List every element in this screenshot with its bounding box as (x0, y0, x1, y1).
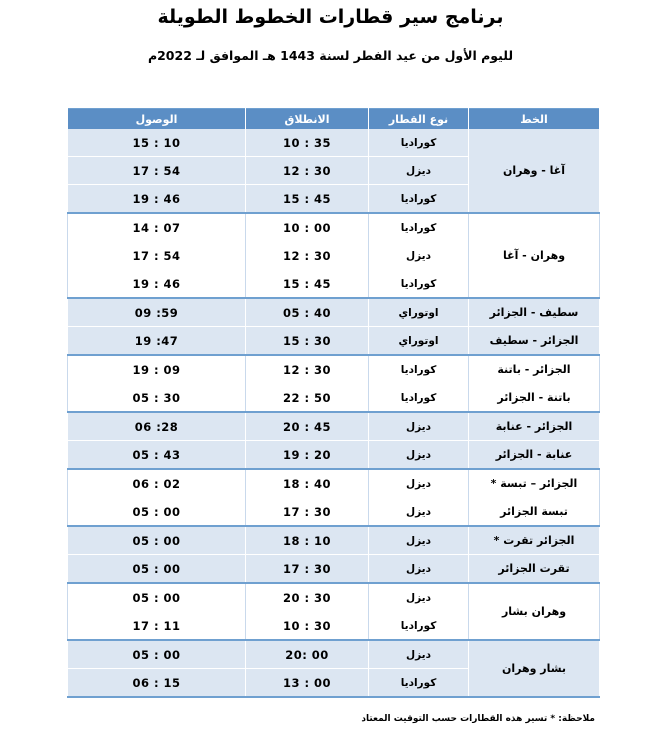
table-row (68, 355, 600, 384)
header-departure: الانطلاق (246, 109, 369, 130)
departure-cell: 18 : 40 (246, 469, 369, 498)
page-subtitle: لليوم الأول من عيد الفطر لسنة 1443 هـ الموافق لـ 2022م (147, 48, 514, 63)
arrival-cell: 06 : 15 (68, 669, 246, 698)
arrival-cell: 17 : 11 (68, 612, 246, 641)
table-row (68, 213, 600, 242)
table-row (68, 583, 600, 612)
train-type-cell: ديزل (369, 157, 469, 185)
arrival-cell: 05 : 43 (68, 441, 246, 470)
departure-cell: 15 : 45 (246, 185, 369, 214)
departure-cell: 12 : 30 (246, 242, 369, 270)
train-type-cell: كوراديا (369, 213, 469, 242)
train-type-cell: كوراديا (369, 669, 469, 698)
table-row (68, 640, 600, 669)
departure-cell: 10 : 30 (246, 612, 369, 641)
route-group (68, 355, 600, 412)
line-cell: بشار وهران (469, 640, 600, 697)
departure-cell: 13 : 00 (246, 669, 369, 698)
departure-cell: 20 : 45 (246, 412, 369, 441)
departure-cell: 18 : 10 (246, 526, 369, 555)
header-train-type: نوع القطار (369, 109, 469, 130)
arrival-cell: 15 : 10 (68, 129, 246, 157)
table-row (68, 412, 600, 441)
line-cell: الجزائر – تبسة * (469, 469, 600, 498)
train-type-cell: ديزل (369, 469, 469, 498)
arrival-cell: 09 :59 (68, 298, 246, 327)
line-cell: باتنة - الجزائر (469, 384, 600, 413)
departure-cell: 17 : 30 (246, 498, 369, 527)
line-cell: آغا - وهران (469, 129, 600, 213)
departure-cell: 12 : 30 (246, 157, 369, 185)
departure-cell: 15 : 30 (246, 327, 369, 356)
arrival-cell: 19 : 46 (68, 185, 246, 214)
departure-cell: 22 : 50 (246, 384, 369, 413)
departure-cell: 12 : 30 (246, 355, 369, 384)
table-header (68, 109, 600, 130)
train-type-cell: كوراديا (369, 270, 469, 299)
line-cell: الجزائر - سطيف (469, 327, 600, 356)
arrival-cell: 05 : 00 (68, 498, 246, 527)
table-row (68, 129, 600, 157)
table-row (68, 441, 600, 470)
arrival-cell: 17 : 54 (68, 242, 246, 270)
departure-cell: 17 : 30 (246, 555, 369, 584)
train-type-cell: ديزل (369, 555, 469, 584)
table-row (68, 469, 600, 498)
train-type-cell: ديزل (369, 526, 469, 555)
line-cell: سطيف - الجزائر (469, 298, 600, 327)
train-type-cell: ديزل (369, 583, 469, 612)
departure-cell: 10 : 00 (246, 213, 369, 242)
line-cell: الجزائر تقرت * (469, 526, 600, 555)
departure-cell: 20 : 30 (246, 583, 369, 612)
route-group (68, 298, 600, 355)
line-cell: الجزائر - باتنة (469, 355, 600, 384)
train-type-cell: كوراديا (369, 129, 469, 157)
train-type-cell: اوتوراي (369, 298, 469, 327)
departure-cell: 20: 00 (246, 640, 369, 669)
line-cell: الجزائر - عنابة (469, 412, 600, 441)
train-type-cell: ديزل (369, 242, 469, 270)
footnote: ملاحظة: * تسير هذه القطارات حسب التوقيت المعتاد (361, 714, 595, 724)
schedule-table (67, 108, 600, 698)
route-group (68, 213, 600, 298)
arrival-cell: 14 : 07 (68, 213, 246, 242)
arrival-cell: 05 : 00 (68, 583, 246, 612)
route-group (68, 469, 600, 526)
train-type-cell: ديزل (369, 412, 469, 441)
table-row (68, 327, 600, 356)
route-group (68, 129, 600, 213)
line-cell: وهران بشار (469, 583, 600, 640)
table-row (68, 555, 600, 584)
table-row (68, 298, 600, 327)
line-cell: عنابة - الجزائر (469, 441, 600, 470)
departure-cell: 15 : 45 (246, 270, 369, 299)
route-group (68, 583, 600, 640)
arrival-cell: 17 : 54 (68, 157, 246, 185)
header-arrival: الوصول (68, 109, 246, 130)
train-type-cell: كوراديا (369, 384, 469, 413)
line-cell: تقرت الجزائر (469, 555, 600, 584)
train-type-cell: ديزل (369, 640, 469, 669)
arrival-cell: 05 : 00 (68, 526, 246, 555)
train-type-cell: ديزل (369, 441, 469, 470)
departure-cell: 05 : 40 (246, 298, 369, 327)
schedule-table-container (67, 108, 599, 698)
train-type-cell: ديزل (369, 498, 469, 527)
train-type-cell: اوتوراي (369, 327, 469, 356)
train-type-cell: كوراديا (369, 185, 469, 214)
train-type-cell: كوراديا (369, 355, 469, 384)
arrival-cell: 05 : 00 (68, 555, 246, 584)
arrival-cell: 06 :28 (68, 412, 246, 441)
line-cell: تبسة الجزائر (469, 498, 600, 527)
train-type-cell: كوراديا (369, 612, 469, 641)
route-group (68, 412, 600, 469)
departure-cell: 10 : 35 (246, 129, 369, 157)
arrival-cell: 06 : 02 (68, 469, 246, 498)
table-row (68, 526, 600, 555)
table-row (68, 498, 600, 527)
arrival-cell: 19 : 09 (68, 355, 246, 384)
route-group (68, 526, 600, 583)
arrival-cell: 19 :47 (68, 327, 246, 356)
table-row (68, 384, 600, 413)
departure-cell: 19 : 20 (246, 441, 369, 470)
page-title: برنامج سير قطارات الخطوط الطويلة (157, 6, 504, 28)
route-group (68, 640, 600, 697)
arrival-cell: 05 : 00 (68, 640, 246, 669)
line-cell: وهران - آغا (469, 213, 600, 298)
arrival-cell: 05 : 30 (68, 384, 246, 413)
header-line: الخط (469, 109, 600, 130)
arrival-cell: 19 : 46 (68, 270, 246, 299)
